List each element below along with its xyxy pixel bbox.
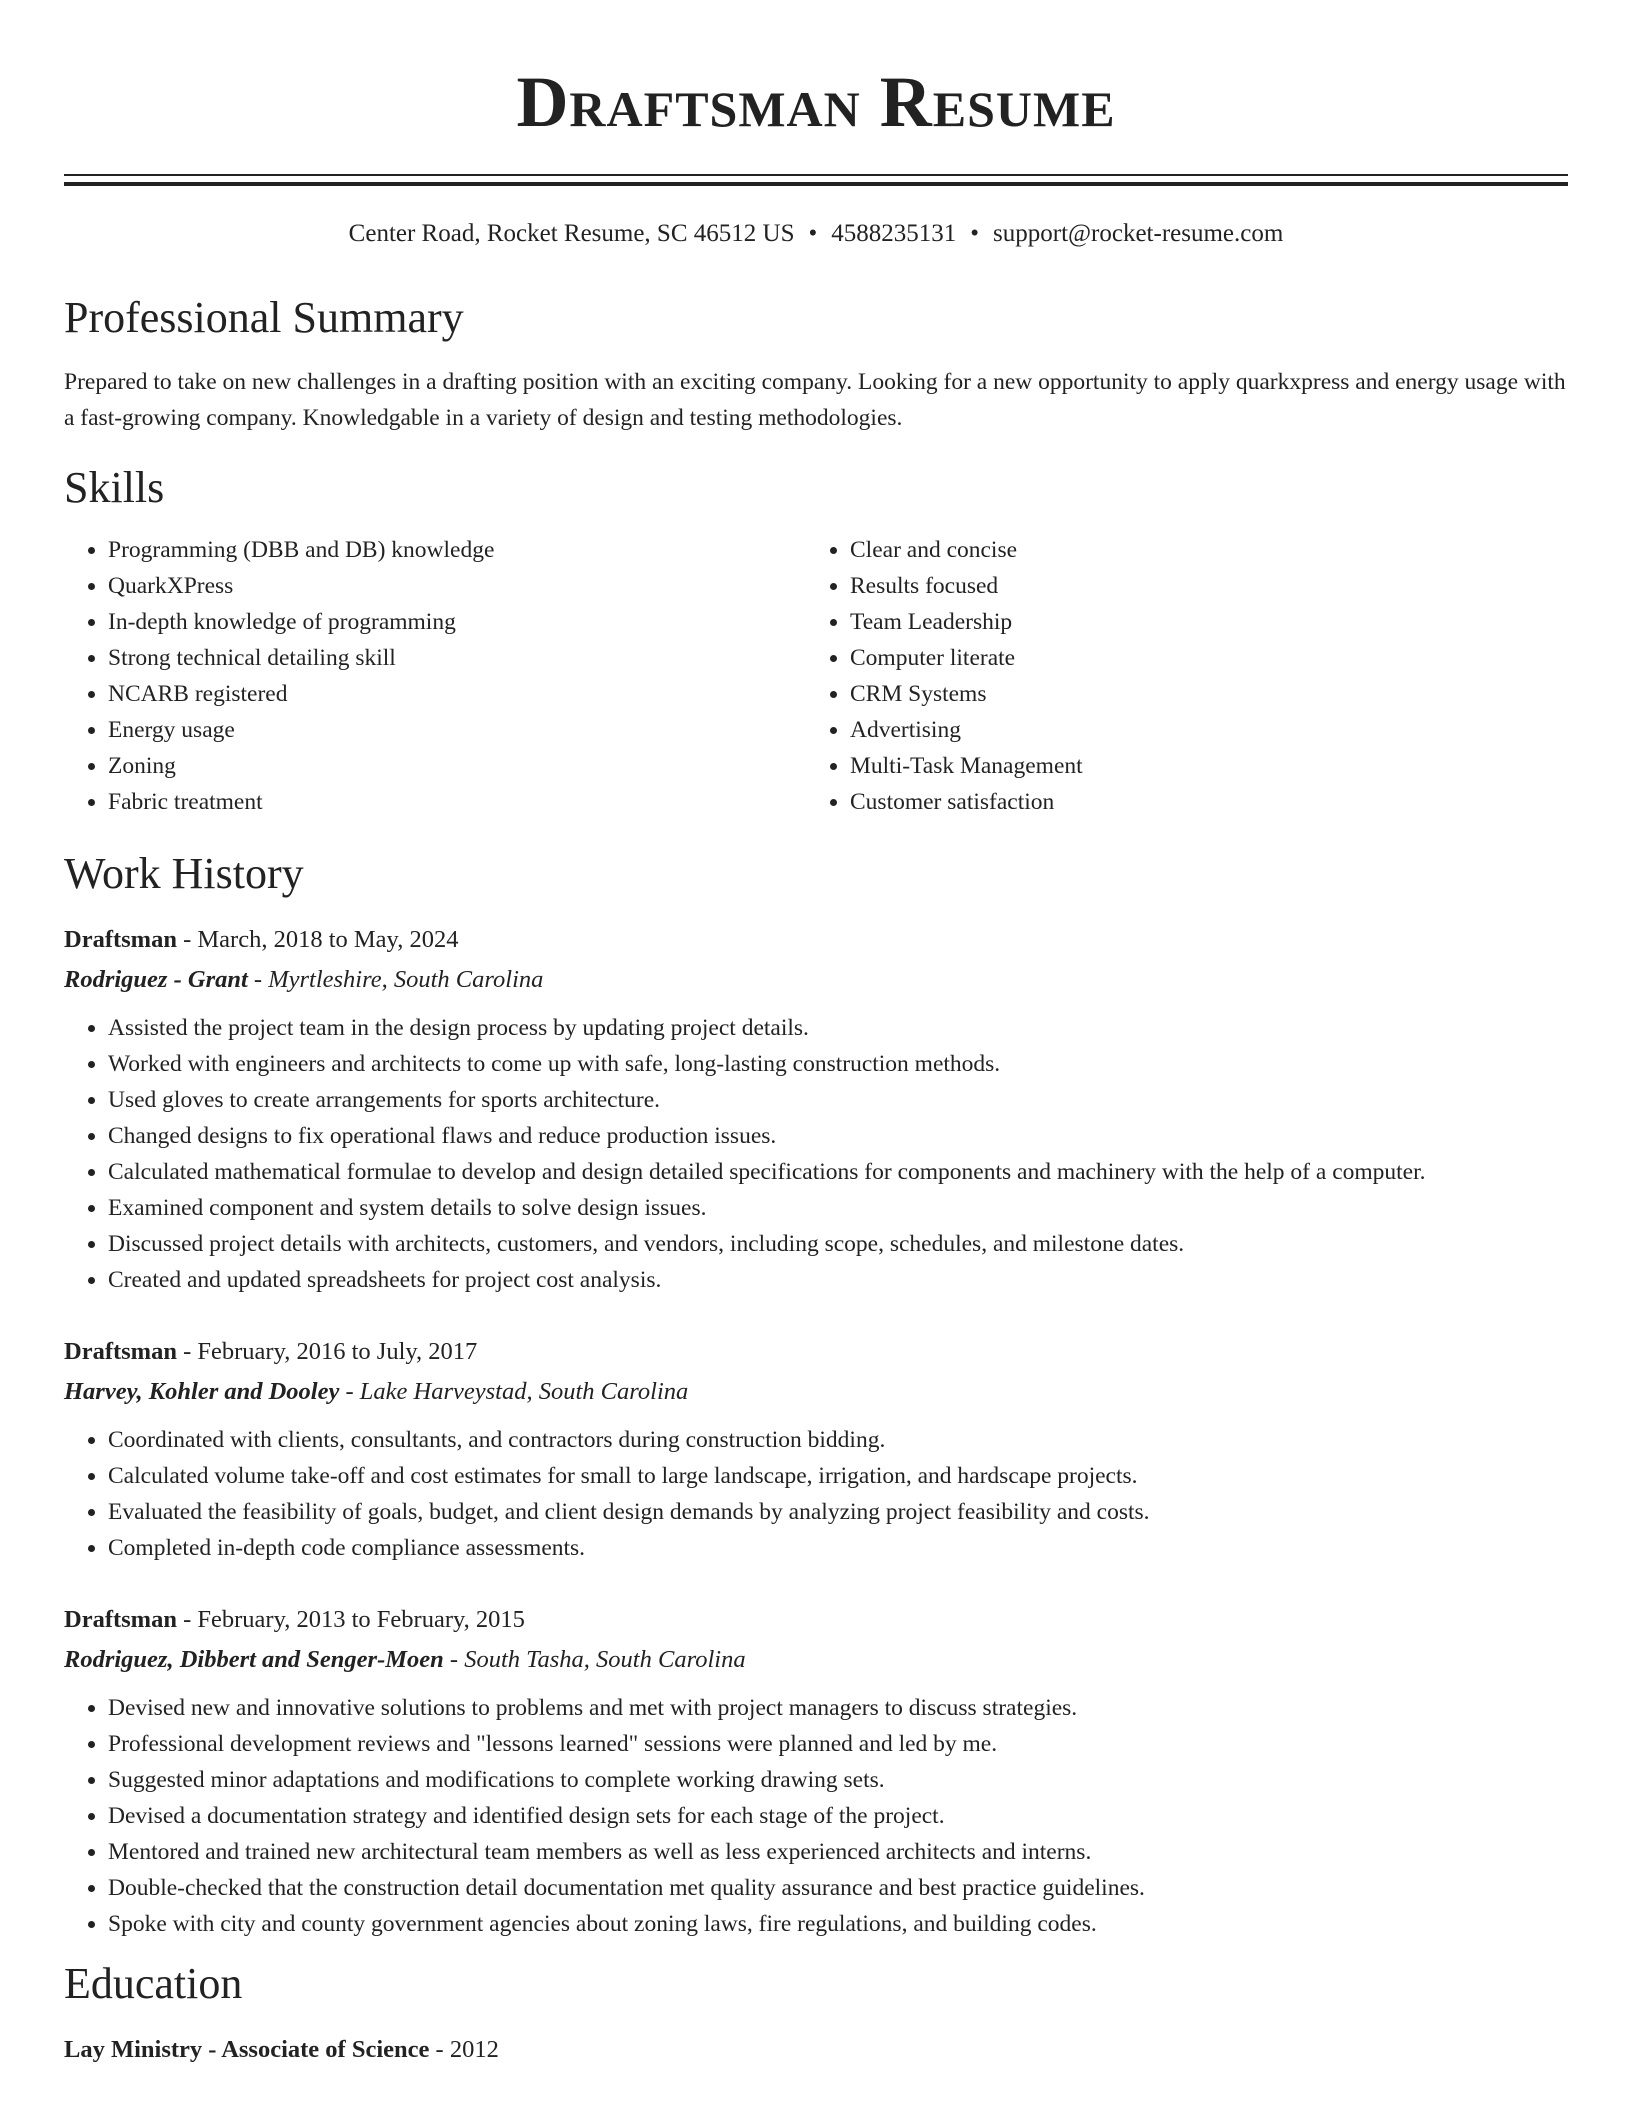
duty-item: • Devised new and innovative solutions to problems and met with project managers to discuss strategies. <box>108 1690 1568 1726</box>
job-title: Draftsman <box>64 1338 177 1365</box>
duty-item: • Completed in-depth code compliance assessments. <box>108 1530 1568 1566</box>
duty-item: • Worked with engineers and architects to come up with safe, long-lasting construction methods. <box>108 1046 1568 1082</box>
duty-item: • Professional development reviews and "lessons learned" sessions were planned and led by me. <box>108 1726 1568 1762</box>
contact-address: Center Road, Rocket Resume, SC 46512 US <box>348 220 795 247</box>
skills-list-left <box>64 532 806 820</box>
skill-item: • CRM Systems <box>850 676 1568 712</box>
job-employer-line: Rodriguez, Dibbert and Senger-Moen - South Tasha, South Carolina <box>64 1646 746 1673</box>
job-duties <box>64 1010 1568 1298</box>
job-employer-line: Rodriguez - Grant - Myrtleshire, South Carolina <box>64 966 544 993</box>
header-divider-thick <box>64 182 1568 186</box>
contact-separator: • <box>970 220 980 247</box>
education-heading: Education <box>64 1959 243 2008</box>
skill-item: • In-depth knowledge of programming <box>108 604 806 640</box>
skill-item: • Zoning <box>108 748 806 784</box>
resume-title: Draftsman Resume <box>516 62 1116 142</box>
job-entry <box>64 1332 1568 1566</box>
job-employer: Harvey, Kohler and Dooley <box>64 1378 340 1405</box>
duty-item: • Spoke with city and county government agencies about zoning laws, fire regulations, and building codes. <box>108 1906 1568 1942</box>
duty-item: • Coordinated with clients, consultants, and contractors during construction bidding. <box>108 1422 1568 1458</box>
duty-item: • Suggested minor adaptations and modifications to complete working drawing sets. <box>108 1762 1568 1798</box>
skills-columns <box>64 532 1568 820</box>
contact-line <box>64 218 1568 250</box>
skill-item: • Computer literate <box>850 640 1568 676</box>
duty-item: • Created and updated spreadsheets for project cost analysis. <box>108 1262 1568 1298</box>
duty-item: • Examined component and system details to solve design issues. <box>108 1190 1568 1226</box>
contact-separator: • <box>808 220 818 247</box>
skills-list-right <box>806 532 1568 820</box>
job-dates: February, 2013 to February, 2015 <box>197 1606 525 1633</box>
skill-item: • Results focused <box>850 568 1568 604</box>
job-location: Lake Harveystad, South Carolina <box>359 1378 689 1405</box>
job-title: Draftsman <box>64 926 177 953</box>
duty-item: • Double-checked that the construction detail documentation met quality assurance and best practice guidelines. <box>108 1870 1568 1906</box>
contact-email: support@rocket-resume.com <box>993 220 1284 247</box>
job-entry <box>64 920 1568 1298</box>
skill-item: • Customer satisfaction <box>850 784 1568 820</box>
skill-item: • NCARB registered <box>108 676 806 712</box>
skill-item: • Fabric treatment <box>108 784 806 820</box>
job-title-line: Draftsman - February, 2013 to February, 2015 <box>64 1606 525 1633</box>
duty-item: • Assisted the project team in the design process by updating project details. <box>108 1010 1568 1046</box>
skill-item: • Energy usage <box>108 712 806 748</box>
duty-item: • Mentored and trained new architectural team members as well as less experienced architects and interns. <box>108 1834 1568 1870</box>
contact-phone: 4588235131 <box>831 220 957 247</box>
education-year: 2012 <box>449 2036 499 2063</box>
skill-item: • Strong technical detailing skill <box>108 640 806 676</box>
summary-heading: Professional Summary <box>64 293 464 342</box>
job-duties <box>64 1690 1568 1942</box>
skill-item: • Advertising <box>850 712 1568 748</box>
job-employer: Rodriguez, Dibbert and Senger-Moen <box>64 1646 444 1673</box>
job-employer-line: Harvey, Kohler and Dooley - Lake Harveystad, South Carolina <box>64 1378 689 1405</box>
skill-item: • Team Leadership <box>850 604 1568 640</box>
job-title-line: Draftsman - February, 2016 to July, 2017 <box>64 1338 478 1365</box>
education-entry: Lay Ministry - Associate of Science - 2012 <box>64 2036 499 2063</box>
job-duties <box>64 1422 1568 1566</box>
duty-item: • Devised a documentation strategy and identified design sets for each stage of the project. <box>108 1798 1568 1834</box>
duty-item: • Discussed project details with architects, customers, and vendors, including scope, schedules, and milestone dates. <box>108 1226 1568 1262</box>
job-dates: February, 2016 to July, 2017 <box>197 1338 478 1365</box>
skill-item: • Programming (DBB and DB) knowledge <box>108 532 806 568</box>
job-dates: March, 2018 to May, 2024 <box>197 926 459 953</box>
skill-item: • QuarkXPress <box>108 568 806 604</box>
job-employer: Rodriguez - Grant <box>64 966 248 993</box>
duty-item: • Calculated volume take-off and cost estimates for small to large landscape, irrigation, and hardscape projects. <box>108 1458 1568 1494</box>
education-degree: Lay Ministry - Associate of Science <box>64 2036 430 2063</box>
skill-item: • Clear and concise <box>850 532 1568 568</box>
duty-item: • Evaluated the feasibility of goals, budget, and client design demands by analyzing project feasibility and costs. <box>108 1494 1568 1530</box>
summary-text: Prepared to take on new challenges in a drafting position with an exciting company. Looking for a new opportunity to apply quarkxpress and energy usage with a fast-growing company. Knowledgable in a variety of design and testing methodologies. <box>64 369 1566 431</box>
skills-heading: Skills <box>64 463 165 512</box>
skill-item: • Multi-Task Management <box>850 748 1568 784</box>
job-title: Draftsman <box>64 1606 177 1633</box>
work-history-heading: Work History <box>64 849 304 898</box>
header-divider-thin <box>64 174 1568 176</box>
duty-item: • Calculated mathematical formulae to develop and design detailed specifications for components and machinery with the help of a computer. <box>108 1154 1568 1190</box>
duty-item: • Used gloves to create arrangements for sports architecture. <box>108 1082 1568 1118</box>
job-location: Myrtleshire, South Carolina <box>268 966 544 993</box>
job-title-line: Draftsman - March, 2018 to May, 2024 <box>64 926 459 953</box>
duty-item: • Changed designs to fix operational flaws and reduce production issues. <box>108 1118 1568 1154</box>
job-entry <box>64 1600 1568 1942</box>
job-location: South Tasha, South Carolina <box>464 1646 746 1673</box>
